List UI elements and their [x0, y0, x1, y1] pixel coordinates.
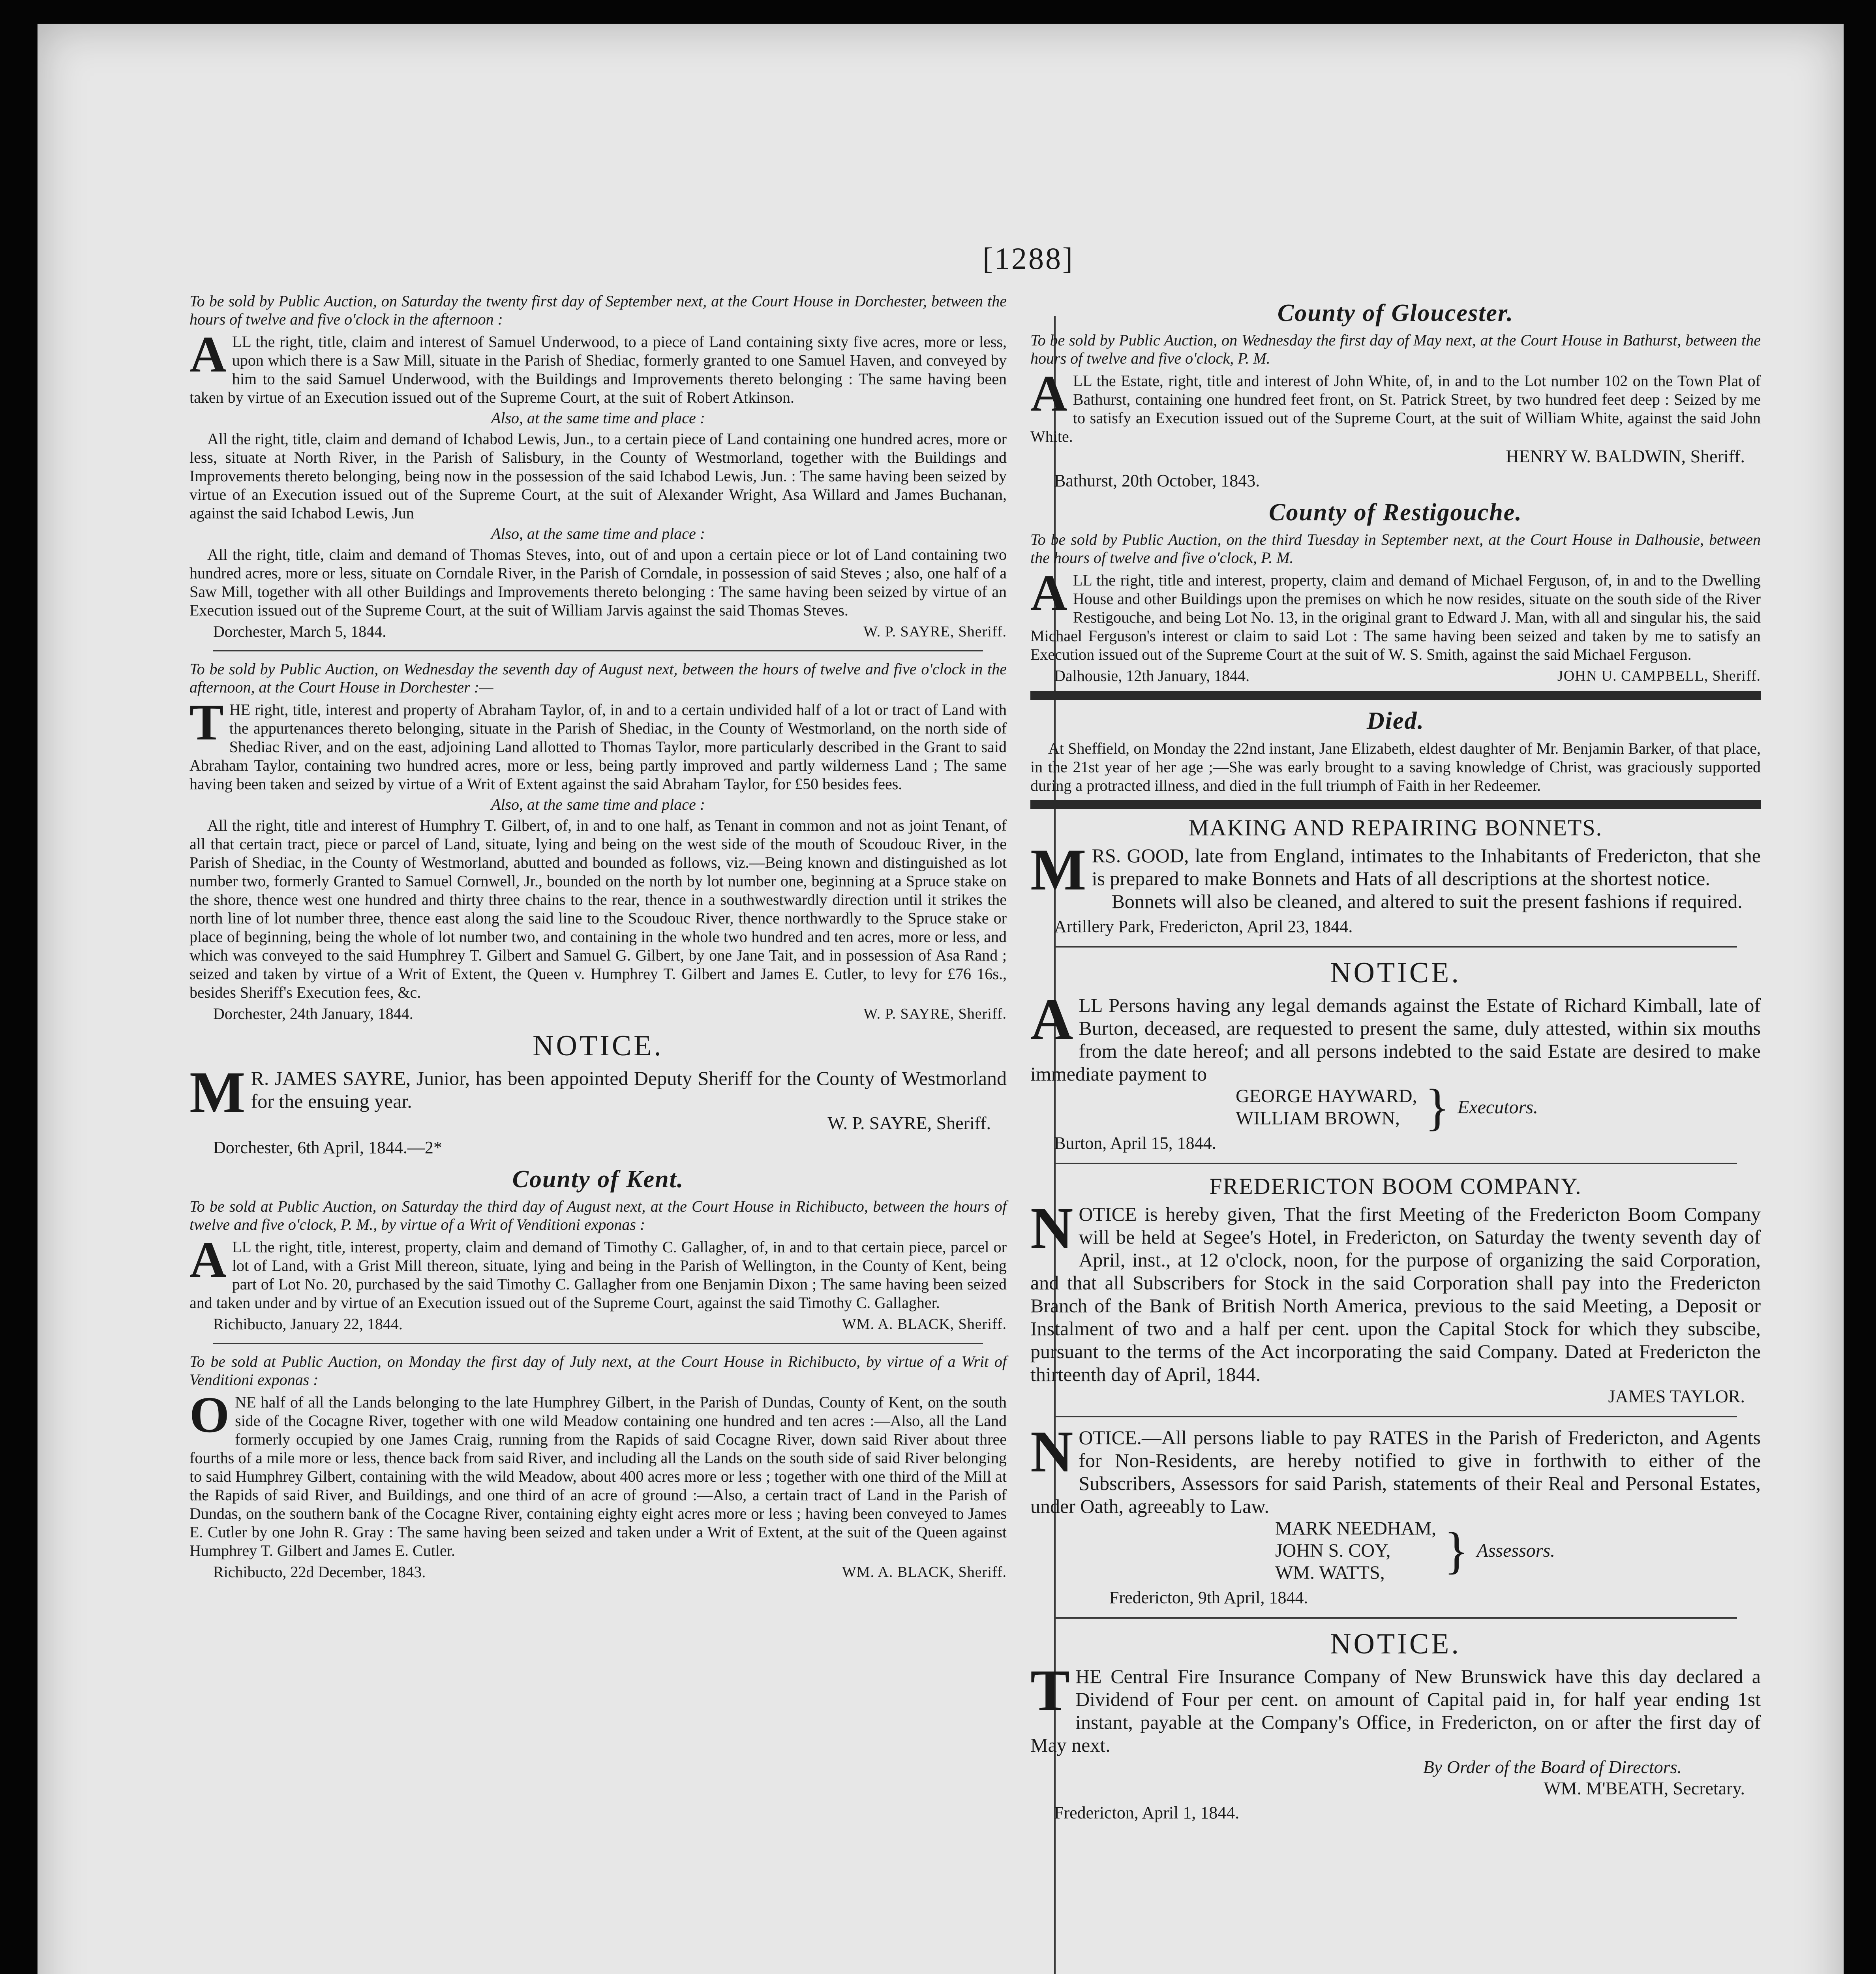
also-line: Also, at the same time and place : [491, 525, 705, 542]
rates-notice [1030, 1419, 1761, 1608]
heavy-rule [1030, 800, 1761, 809]
sign-line [189, 1562, 1007, 1582]
heavy-rule [1030, 691, 1761, 700]
insurance-notice [1030, 1627, 1761, 1824]
dropcap: A [189, 1231, 227, 1288]
dropcap: T [1030, 1658, 1070, 1723]
bonnets-text-2: Bonnets will also be cleaned, and altered to suit the present fashions if required. [1111, 890, 1743, 912]
also-line: Also, at the same time and place : [491, 409, 705, 427]
divider [213, 1343, 983, 1344]
notice-text: HE Central Fire Insurance Company of New Brunswick have this day declared a Dividend of Four per cent. on amount of Capital paid in, for half year ending 1st instant, payable at the Company's Office, in Fredericton, on or after the first day of May next. [1030, 1665, 1761, 1756]
sale-text-steves: All the right, title, claim and demand of Thomas Steves, into, out of and upon a certain piece or lot of Land containing two hundred acres, more or less, situate on Corndale River, in the Parish of Corndale, in possession of said Steves ; also, one half of a Saw Mill, together with all other Buildings and Improvements thereto belonging : The same having been seized by virtue of an Execution issued out of the Supreme Court, at the suit of William Jarvis against the said Thomas Steves. [189, 546, 1007, 619]
sale-body [189, 326, 1007, 407]
divider [1054, 946, 1737, 948]
county-heading: County of Gloucester. [1277, 300, 1514, 326]
county-heading: County of Restigouche. [1269, 499, 1522, 526]
signer: WM. M'BEATH, Secretary. [1544, 1778, 1745, 1798]
signer: W. P. SAYRE, Sheriff. [863, 623, 1007, 640]
boom-heading: FREDERICTON BOOM COMPANY. [1209, 1173, 1582, 1199]
dateline: Dorchester, 6th April, 1844.—2* [213, 1138, 442, 1157]
notice-deputy-sheriff [189, 1029, 1007, 1158]
sale-text-gilbert: All the right, title and interest of Humphry T. Gilbert, of, in and to one half, as Tenant in common and not as joint Tenant, of all that certain tract, piece or parcel of Land, situate, lying and being on the west side of the mouth of Scoudouc River, in the Parish of Shediac, in the County of Westmorland, abutted and bounded as follows, viz.—Being known and distinguished as lot number two, formerly Granted to Samuel Cornwell, Jr., bounded on the north by lot number one, beginning at a Spruce stake on the shore, thence west one hundred and thirty three chains to the rear, thence in a southwestwardly direction until it strikes the north line of lot number three, thence east along the said line to the Scoudouc River, thence northwardly to the Spruce stake or place of beginning, being the whole of lot number two, and containing in the whole two hundred and ten acres, more or less, and which was conveyed to the said Humphrey T. Gilbert and Samuel G. Gilbert, by one Jane Tait, and in possession of Asa Rand ; seized and taken by virtue of a Writ of Extent, the Queen v. Humphrey T. Gilbert and James E. Cutler, to levy for £76 16s., besides Sheriff's Execution fees, &c. [189, 816, 1007, 1001]
signer: W. P. SAYRE, Sheriff. [827, 1113, 991, 1133]
died-text: At Sheffield, on Monday the 22nd instant, Jane Elizabeth, eldest daughter of Mr. Benjamin Barker, of that place, in the 21st year of her age ;—She was early brought to a saving knowledge of Christ, was graciously supported during a protracted illness, and died in the full triumph of Faith in her Redeemer. [1030, 739, 1761, 794]
role-label: Executors. [1457, 1097, 1538, 1118]
bonnets-ad [1030, 814, 1761, 937]
notice-heading: NOTICE. [1330, 957, 1461, 989]
boom-company-notice [1030, 1173, 1761, 1407]
order-line: By Order of the Board of Directors. [1423, 1757, 1682, 1777]
notice-body [1030, 987, 1761, 1085]
dateline: Dorchester, 24th January, 1844. [213, 1005, 413, 1023]
sale-notice-taylor [189, 660, 1007, 1024]
bonnets-heading: MAKING AND REPAIRING BONNETS. [1188, 815, 1603, 841]
sale-lead: To be sold by Public Auction, on Wednesday the seventh day of August next, between the hours of twelve and five o'clock in the afternoon, at the Court House in Dorchester :— [189, 660, 1007, 696]
dropcap: O [189, 1387, 230, 1443]
dateline: Fredericton, April 1, 1844. [1054, 1803, 1240, 1822]
sale-body [189, 1231, 1007, 1312]
sale-text: LL the right, title and interest, property, claim and demand of Michael Ferguson, of, in and to the Dwelling House and other Buildings upon the premises on which he now resides, situate on the south side of the River Restigouche, and being Lot No. 13, in the original grant to Edward J. Man, with all and singular his, the said Michael Ferguson's interest or claim to said Lot : The same having been seized and taken by me to satisfy an Execution issued out of the Supreme Court at the suit of W. S. Smith, against the said Michael Ferguson. [1030, 571, 1761, 663]
brace: } [1425, 1079, 1450, 1136]
died-notice [1030, 707, 1761, 795]
dropcap: N [1030, 1195, 1073, 1261]
signer: HENRY W. BALDWIN, Sheriff. [1506, 446, 1745, 466]
sale-lead: To be sold by Public Auction, on Wednesday the first day of May next, at the Court House in Bathurst, between the hours of twelve and five o'clock, P. M. [1030, 331, 1761, 367]
sale-body [1030, 365, 1761, 446]
left-column [189, 292, 1007, 1582]
sale-text: HE right, title, interest and property of Abraham Taylor, of, in and to a certain undivided half of a lot or tract of Land with the appurtenances thereto belonging, situate in the Parish of Shediac, in the County of Westmorland, on the north side of Shediac River, and on the east, adjoining Land allotted to Thomas Taylor, more particularly described in the Grant to said Abraham Taylor, containing two hundred acres, more or less, being partly improved and partly wilderness Land ; The same having been taken and seized by virtue of a Writ of Extent against the said Abraham Taylor, for £50 besides fees. [189, 701, 1007, 793]
signer: WM. A. BLACK, Sheriff. [842, 1564, 1007, 1580]
executor-name: GEORGE HAYWARD, [1236, 1086, 1417, 1107]
notice-heading: NOTICE. [1330, 1628, 1461, 1660]
signer: W. P. SAYRE, Sheriff. [863, 1006, 1007, 1022]
role-label: Assessors. [1476, 1540, 1555, 1561]
dateline: Fredericton, 9th April, 1844. [1109, 1588, 1308, 1607]
assessor-names [1275, 1518, 1436, 1584]
sign-line [189, 1314, 1007, 1334]
notice-text: LL Persons having any legal demands against the Estate of Richard Kimball, late of Burton, deceased, are requested to present the same, duly attested, within six mouths from the date hereof; and all persons indebted to the said Estate are desired to make immediate payment to [1030, 994, 1761, 1085]
county-of-gloucester [1030, 299, 1761, 492]
divider [1054, 1617, 1737, 1619]
sale-body [189, 1387, 1007, 1560]
also-line: Also, at the same time and place : [491, 796, 705, 813]
divider [1054, 1416, 1737, 1417]
dateline: Dalhousie, 12th January, 1844. [1054, 667, 1250, 685]
divider [213, 650, 983, 651]
boom-body [1030, 1195, 1761, 1386]
signer: JOHN U. CAMPBELL, Sheriff. [1557, 668, 1761, 684]
sale-text: LL the right, title, claim and interest of Samuel Underwood, to a piece of Land containing sixty five acres, more or less, upon which there is a Saw Mill, situate in the Parish of Shediac, formerly granted to one Samuel Haven, and conveyed by him to the said Samuel Underwood, with the Buildings and Improvements thereto belonging : The same having been taken by virtue of an Execution issued out of the Supreme Court, at the suit of Robert Atkinson. [189, 333, 1007, 406]
dropcap: N [1030, 1419, 1073, 1484]
dropcap: M [1030, 837, 1086, 903]
dropcap: M [189, 1060, 246, 1125]
dateline: Richibucto, January 22, 1844. [213, 1315, 403, 1333]
sale-lead: To be sold by Public Auction, on Saturday the twenty first day of September next, at the Court House in Dorchester, between the hours of twelve and five o'clock in the afternoon : [189, 292, 1007, 328]
notice-body [1030, 1658, 1761, 1756]
assessors-block [1275, 1518, 1761, 1584]
boom-text: OTICE is hereby given, That the first Meeting of the Fredericton Boom Company will be held at Segee's Hotel, in Fredericton, on Saturday the twenty seventh day of April, inst., at 12 o'clock, noon, for the purpose of organizing the said Corporation, and that all Subscribers for Stock in the said Corporation shall pay into the Fredericton Branch of the Bank of British North America, previous to the said Meeting, a Deposit or Instalment of two and a half per cent. upon the Capital Stock for which they subscibe, pursuant to the terms of the Act incorporating the said Company. Dated at Fredericton the thirteenth day of April, 1844. [1030, 1203, 1761, 1385]
notice-heading: NOTICE. [533, 1030, 664, 1062]
bonnets-text: RS. GOOD, late from England, intimates to the Inhabitants of Fredericton, that she is prepared to make Bonnets and Hats of all descriptions at the shortest notice. [1092, 844, 1761, 889]
dropcap: A [189, 326, 227, 383]
rates-text: OTICE.—All persons liable to pay RATES in the Parish of Fredericton, and Agents for Non-Residents, are hereby notified to give in forthwith to either of the Subscribers, Assessors for said Parish, statements of their Real and Personal Estates, under Oath, agreeably to Law. [1030, 1426, 1761, 1517]
dateline: Dorchester, March 5, 1844. [213, 623, 386, 640]
sale-text: LL the right, title, interest, property, claim and demand of Timothy C. Gallagher, of, in and to that certain piece, parcel or lot of Land, with a Grist Mill thereon, situate, lying and being in the Parish of Wellington, in the County of Kent, being part of Lot No. 20, purchased by the said Timothy C. Gallagher from one Benjamin Dixon ; The same having been seized and taken under and by virtue of an Execution issued out of the Supreme Court, against the said Timothy C. Gallagher. [189, 1238, 1007, 1312]
sign-line [189, 622, 1007, 642]
sale-notice-underwood [189, 292, 1007, 642]
assessor-name: JOHN S. COY, [1275, 1540, 1391, 1561]
county-of-restigouche [1030, 499, 1761, 686]
sale-text-lewis: All the right, title, claim and demand of Ichabod Lewis, Jun., to a certain piece of Land containing one hundred acres, more or less, situate at North River, in the Parish of Salisbury, in the County of Westmorland, together with the Buildings and Improvements thereto belonging, being now in the possession of the said Ichabod Lewis, Jun. : The same having been seized by virtue of an Execution issued out of the Supreme Court, at the suit of Alexander Wright, Asa Willard and James Buchanan, against the said Ichabod Lewis, Jun [189, 430, 1007, 522]
brace: } [1444, 1522, 1469, 1579]
signer: JAMES TAYLOR. [1608, 1386, 1745, 1406]
dateline: Richibucto, 22d December, 1843. [213, 1563, 426, 1581]
notice-text: R. JAMES SAYRE, Junior, has been appointed Deputy Sheriff for the County of Westmorland for the ensuing year. [251, 1067, 1007, 1112]
sale-lead: To be sold at Public Auction, on Monday the first day of July next, at the Court House in Richibucto, by virtue of a Writ of Venditioni exponas : [189, 1353, 1007, 1389]
died-heading: Died. [1366, 707, 1425, 734]
sale-text: NE half of all the Lands belonging to the late Humphrey Gilbert, in the Parish of Dundas, County of Kent, on the south side of the Cocagne River, together with one wild Meadow containing one hundred and ten acres :—Also, all the Land formerly occupied by one James Craig, running from the Rapids of said Cocagne River, down said River about three fourths of a mile more or less, thence back from said River, and including all the Lands on the south side of said River belonging to said Humphrey Gilbert, containing with the wild Meadow, about 400 acres more or less ; together with one third of the Mill at the Rapids of said River, and Buildings, and one third of an acre of ground :—Also, a certain tract of Land in the Parish of Dundas, on the southern bank of the Cocagne River, containing eighty eight acres more or less ; having been conveyed to James E. Cutler by one John R. Gray : The same having been seized and taken under a Writ of Extent, at the suit of the Queen against Humphrey T. Gilbert and James E. Cutler. [189, 1393, 1007, 1559]
right-column [1030, 292, 1761, 1824]
dateline: Burton, April 15, 1844. [1054, 1133, 1216, 1153]
county-heading: County of Kent. [512, 1166, 684, 1193]
sale-text: LL the Estate, right, title and interest of John White, of, in and to the Lot number 102 on the Town Plat of Bathurst, containing one hundred feet front, on St. Patrick Street, by two hundred feet deep : Seized by me to satisfy an Execution issued out of the Supreme Court, at the suit of William White, against the said John White. [1030, 372, 1761, 445]
dropcap: A [1030, 987, 1073, 1052]
signer: WM. A. BLACK, Sheriff. [842, 1316, 1007, 1332]
assessor-name: WM. WATTS, [1275, 1562, 1385, 1583]
executor-names [1236, 1085, 1417, 1130]
dateline: Bathurst, 20th October, 1843. [1054, 471, 1260, 490]
notice-kimball-estate [1030, 956, 1761, 1154]
dropcap: A [1030, 565, 1067, 621]
rates-body [1030, 1419, 1761, 1518]
executor-name: WILLIAM BROWN, [1236, 1108, 1400, 1129]
county-of-kent [189, 1165, 1007, 1582]
dateline: Artillery Park, Fredericton, April 23, 1844. [1054, 917, 1353, 936]
sign-line [1030, 666, 1761, 686]
sign-line [189, 1004, 1007, 1024]
dropcap: A [1030, 365, 1067, 422]
sale-body [1030, 565, 1761, 664]
page-number: [1288] [983, 241, 1074, 276]
executors-block [1236, 1079, 1761, 1136]
dropcap: T [189, 694, 224, 751]
sale-lead: To be sold by Public Auction, on the third Tuesday in September next, at the Court House in Dalhousie, between the hours of twelve and five o'clock, P. M. [1030, 531, 1761, 567]
sale-body [189, 694, 1007, 793]
assessor-name: MARK NEEDHAM, [1275, 1518, 1436, 1539]
divider [1054, 1163, 1737, 1164]
sale-lead: To be sold at Public Auction, on Saturday the third day of August next, at the Court House in Richibucto, between the hours of twelve and five o'clock, P. M., by virtue of a Writ of Venditioni exponas : [189, 1197, 1007, 1233]
